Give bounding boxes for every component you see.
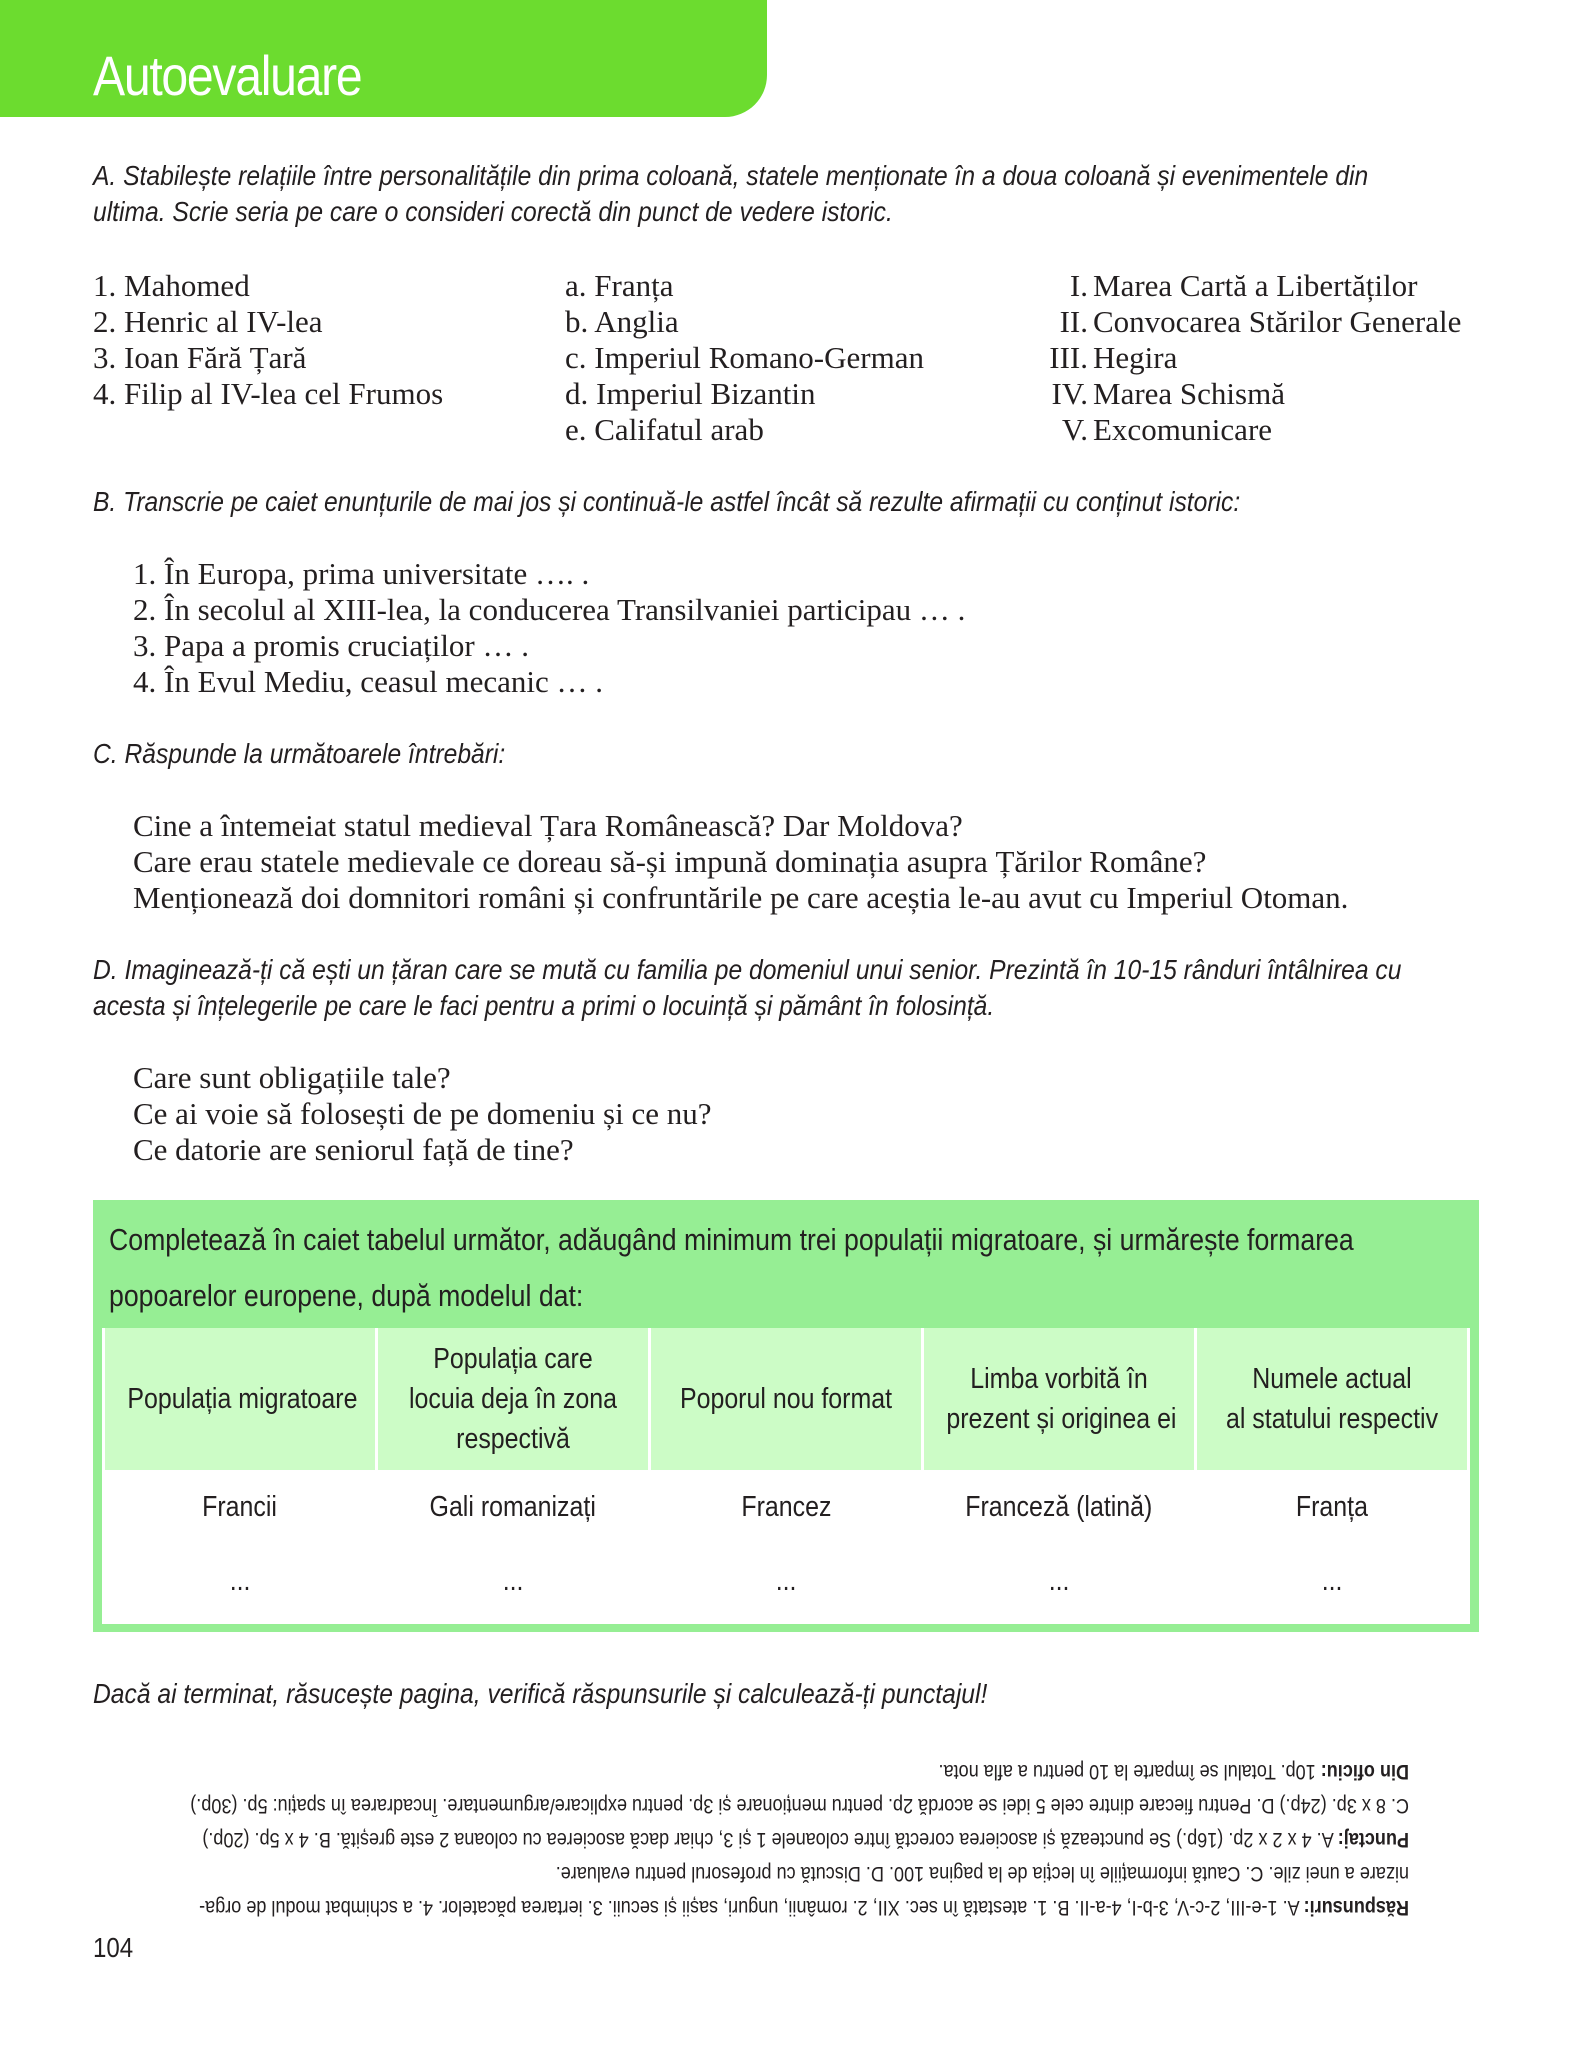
table-cell	[377, 1470, 650, 1544]
event-numeral: II.	[1059, 304, 1088, 339]
event-item: Marea Cartă a Libertăților	[1093, 268, 1418, 303]
migration-table-container	[102, 1328, 1470, 1624]
list-item: 4. În Evul Mediu, ceasul mecanic … .	[133, 664, 604, 699]
footer-instruction: Dacă ai terminat, răsucește pagina, verifică răspunsurile și calculează-ți punctajul!	[93, 1678, 988, 1709]
question-item: Menționează doi domnitori români și confruntările pe care aceștia le-au avut cu Imperiul Otoman.	[133, 880, 1349, 915]
event-numeral: V.	[1061, 412, 1088, 447]
section-a-instruction-line1: A. Stabilește relațiile între personalitățile din prima coloană, statele menționate în a doua coloană și evenimentele din	[93, 160, 1369, 191]
column-header-line: Limba vorbită în	[970, 1363, 1148, 1395]
section-d-instruction-line1: D. Imaginează-ți că ești un țăran care se mută cu familia pe domeniul unui senior. Prezintă în 10-15 rânduri întâlnirea cu	[93, 954, 1402, 985]
event-numeral: IV.	[1051, 376, 1088, 411]
section-a-instruction-line2: ultima. Scrie seria pe care o consideri corectă din punct de vedere istoric.	[93, 196, 893, 227]
column-header-line: respectivă	[456, 1423, 570, 1455]
table-header-row	[104, 1328, 1469, 1470]
table-cell-text: Francii	[202, 1490, 278, 1523]
section-d-instruction-line2: acesta și înțelegerile pe care le faci pentru a primi o locuință și pământ în folosință.	[93, 990, 995, 1021]
event-item: Marea Schismă	[1093, 376, 1285, 411]
table-cell-text: ...	[775, 1564, 797, 1597]
column-header-line: Populația migratoare	[127, 1383, 358, 1415]
activity-instruction-line2: popoarelor europene, după modelul dat:	[109, 1278, 584, 1313]
personality-item: 3. Ioan Fără Țară	[93, 340, 307, 375]
table-cell-text: Gali romanizați	[429, 1490, 597, 1523]
answers-line	[199, 1890, 1409, 1924]
table-cell-text: Franceză (latină)	[965, 1490, 1153, 1523]
table-cell	[650, 1544, 923, 1618]
personality-item: 2. Henric al IV-lea	[93, 304, 323, 339]
column-header-line: Populația care	[433, 1343, 593, 1375]
question-item: Care erau statele medievale ce doreau să-și impună dominația asupra Țărilor Române?	[133, 844, 1207, 879]
answers-block	[93, 1754, 1409, 1924]
column-header	[1196, 1328, 1469, 1470]
question-item: Cine a întemeiat statul medieval Țara Românească? Dar Moldova?	[133, 808, 963, 843]
table-cell	[1196, 1470, 1469, 1544]
column-header	[104, 1328, 377, 1470]
table-row	[104, 1470, 1469, 1544]
state-item: d. Imperiul Bizantin	[565, 376, 816, 411]
migration-table	[102, 1328, 1470, 1618]
event-numeral: III.	[1049, 340, 1088, 375]
state-item: a. Franța	[565, 268, 674, 303]
event-item: Excomunicare	[1093, 412, 1273, 447]
table-cell-text: Francez	[740, 1490, 832, 1523]
column-header	[923, 1328, 1196, 1470]
state-item: b. Anglia	[565, 304, 679, 339]
activity-instruction-line1: Completează în caiet tabelul următor, adăugând minimum trei populații migratoare, și urmărește formarea	[109, 1222, 1354, 1257]
table-row	[104, 1544, 1469, 1618]
column-header-line: al statului respectiv	[1225, 1403, 1439, 1435]
state-item: e. Califatul arab	[565, 412, 764, 447]
page-number: 104	[93, 1932, 134, 1963]
column-header	[650, 1328, 923, 1470]
scoring-line	[190, 1788, 1409, 1822]
official-points-line	[277, 1754, 1409, 1788]
activity-box	[93, 1200, 1479, 1632]
scoring-label: Punctaj:	[1337, 1828, 1409, 1851]
table-cell-text: Franța	[1295, 1490, 1369, 1523]
table-cell	[923, 1544, 1196, 1618]
activity-instruction	[109, 1212, 1354, 1324]
column-header	[377, 1328, 650, 1470]
table-cell	[104, 1544, 377, 1618]
list-item: 1. În Europa, prima universitate …. .	[133, 556, 590, 591]
list-item: 2. În secolul al XIII-lea, la conducerea Transilvaniei participau … .	[133, 592, 966, 627]
table-cell-text: ...	[1321, 1564, 1343, 1597]
table-cell	[650, 1470, 923, 1544]
list-item: 3. Papa a promis cruciaților … .	[133, 628, 530, 663]
event-item: Hegira	[1093, 340, 1178, 375]
answers-text: A. 1-e-III, 2-c-V, 3-b-I, 4-a-II. B. 1. atestată în sec. XII, 2. românii, unguri, sașii și secuii. 3. iertarea păcatelor. 4. a schimbat modul de orga-	[199, 1896, 1304, 1919]
table-cell	[1196, 1544, 1469, 1618]
table-cell-text: ...	[229, 1564, 251, 1597]
personality-item: 4. Filip al IV-lea cel Frumos	[93, 376, 444, 411]
scoring-line	[202, 1822, 1409, 1856]
table-cell-text: ...	[502, 1564, 524, 1597]
scoring-text: C. 8 x 3p. (24p.) D. Pentru fiecare dintre cele 5 idei se acordă 2p. pentru menționare și 3p. pentru explicare/argumentare. Încadrarea în spațiu: 5p. (30p.)	[190, 1794, 1409, 1817]
column-header-line: Poporul nou format	[679, 1383, 893, 1415]
event-item: Convocarea Stărilor Generale	[1093, 304, 1462, 339]
page-title: Autoevaluare	[93, 44, 362, 107]
column-header-line: locuia deja în zona	[409, 1383, 617, 1415]
answers-text: nizare a unei zile. C. Caută informațiile în lecția de la pagina 100. D. Discută cu profesorul pentru evaluare.	[555, 1862, 1409, 1885]
event-numeral: I.	[1069, 268, 1088, 303]
question-item: Ce datorie are seniorul față de tine?	[133, 1132, 574, 1167]
scoring-text: A. 4 x 2 x 2p. (16p.) Se punctează și asocierea corectă între coloanele 1 și 3, chiar dacă asocierea cu coloana 2 este greșită. B. 4 x 5p. (20p.)	[202, 1828, 1338, 1851]
question-item: Ce ai voie să folosești de pe domeniu și ce nu?	[133, 1096, 712, 1131]
table-cell-text: ...	[1048, 1564, 1070, 1597]
section-b-instruction: B. Transcrie pe caiet enunțurile de mai jos și continuă-le astfel încât să rezulte afirmații cu conținut istoric:	[93, 486, 1241, 517]
table-cell	[923, 1470, 1196, 1544]
answers-label: Răspunsuri:	[1303, 1896, 1409, 1919]
official-points-text: 10p. Totalul se împarte la 10 pentru a afla nota.	[938, 1760, 1321, 1783]
table-cell	[104, 1470, 377, 1544]
section-c-instruction: C. Răspunde la următoarele întrebări:	[93, 738, 506, 769]
personality-item: 1. Mahomed	[93, 268, 250, 303]
state-item: c. Imperiul Romano-German	[565, 340, 924, 375]
question-item: Care sunt obligațiile tale?	[133, 1060, 451, 1095]
official-points-label: Din oficiu:	[1320, 1760, 1409, 1783]
column-header-line: Numele actual	[1252, 1363, 1412, 1395]
table-cell	[377, 1544, 650, 1618]
answers-line	[277, 1856, 1409, 1890]
column-header-line: prezent și originea ei	[946, 1403, 1177, 1435]
